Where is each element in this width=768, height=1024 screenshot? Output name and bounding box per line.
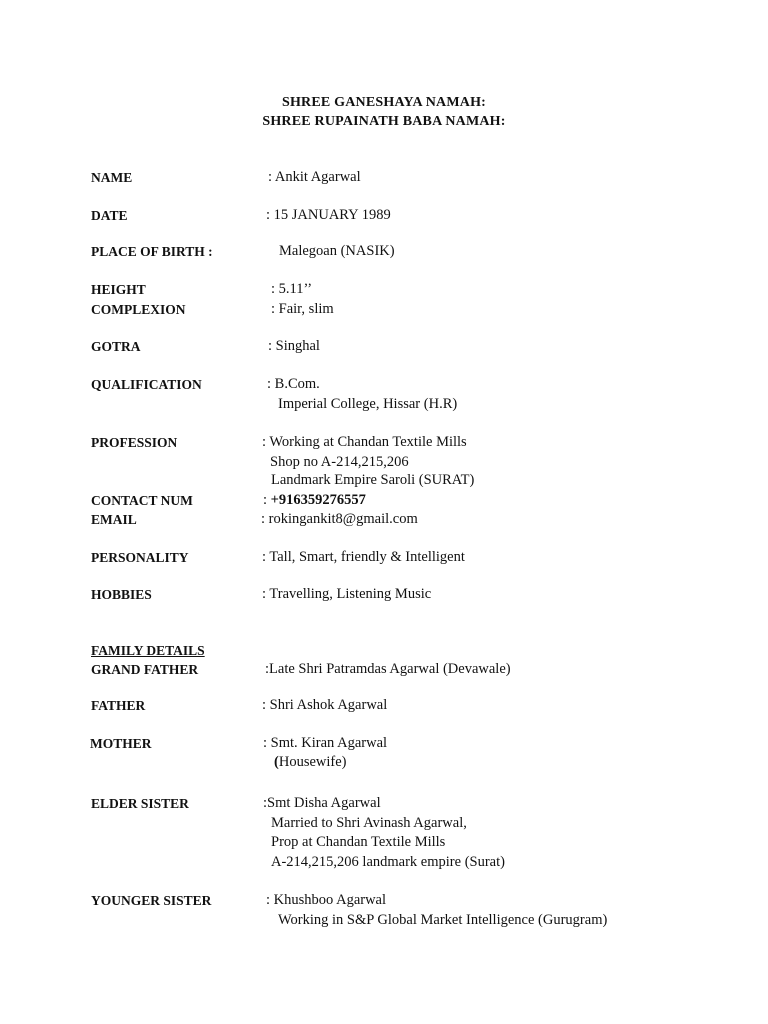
- profession-line-2: Shop no A-214,215,206: [270, 454, 409, 470]
- father-label: FATHER: [91, 698, 146, 713]
- mother-occupation: Housewife): [278, 754, 347, 770]
- mother-line-2: [274, 754, 347, 771]
- hobbies-value: : Travelling, Listening Music: [262, 586, 432, 602]
- elder-sister-line-3: Prop at Chandan Textile Mills: [271, 834, 446, 850]
- profession-line-3: Landmark Empire Saroli (SURAT): [271, 472, 475, 488]
- header-line-1: SHREE GANESHAYA NAMAH:: [281, 95, 487, 110]
- personality-value: : Tall, Smart, friendly & Intelligent: [262, 549, 465, 565]
- complexion-label: COMPLEXION: [91, 302, 186, 317]
- birthplace-value: Malegoan (NASIK): [279, 243, 395, 259]
- father-value: : Shri Ashok Agarwal: [262, 697, 388, 713]
- younger-sister-line-2: Working in S&P Global Market Intelligence (Gurugram): [278, 912, 608, 928]
- email-value: : rokingankit8@gmail.com: [261, 511, 418, 527]
- profession-label: PROFESSION: [91, 435, 178, 450]
- profession-line-1: : Working at Chandan Textile Mills: [262, 434, 467, 450]
- mother-line-1: : Smt. Kiran Agarwal: [263, 735, 388, 751]
- grandfather-value: :Late Shri Patramdas Agarwal (Devawale): [265, 661, 511, 677]
- contact-value: [263, 492, 366, 509]
- younger-sister-label: YOUNGER SISTER: [91, 893, 212, 908]
- personality-label: PERSONALITY: [91, 550, 189, 565]
- hobbies-label: HOBBIES: [91, 587, 152, 602]
- birthplace-label: PLACE OF BIRTH :: [91, 244, 213, 259]
- family-details-heading: FAMILY DETAILS: [91, 643, 205, 658]
- contact-prefix: :: [263, 492, 271, 508]
- gotra-value: : Singhal: [268, 338, 320, 354]
- qualification-line-1: : B.Com.: [267, 376, 320, 392]
- date-value: : 15 JANUARY 1989: [266, 207, 391, 223]
- height-value: : 5.11’’: [271, 281, 313, 297]
- complexion-value: : Fair, slim: [271, 301, 334, 317]
- contact-label: CONTACT NUM: [91, 493, 193, 508]
- qualification-line-2: Imperial College, Hissar (H.R): [278, 396, 458, 412]
- elder-sister-line-1: :Smt Disha Agarwal: [263, 795, 381, 811]
- name-value: : Ankit Agarwal: [268, 169, 361, 185]
- height-label: HEIGHT: [91, 282, 146, 297]
- mother-label: MOTHER: [90, 736, 152, 751]
- name-label: NAME: [91, 170, 133, 185]
- email-label: EMAIL: [91, 512, 137, 527]
- grandfather-label: GRAND FATHER: [91, 662, 199, 677]
- date-label: DATE: [91, 208, 128, 223]
- header-line-2: SHREE RUPAINATH BABA NAMAH:: [262, 114, 506, 129]
- gotra-label: GOTRA: [91, 339, 141, 354]
- younger-sister-line-1: : Khushboo Agarwal: [266, 892, 387, 908]
- contact-number: +916359276557: [270, 492, 366, 508]
- qualification-label: QUALIFICATION: [91, 377, 202, 392]
- elder-sister-line-2: Married to Shri Avinash Agarwal,: [271, 815, 467, 831]
- elder-sister-label: ELDER SISTER: [91, 796, 189, 811]
- mother-paren: (: [274, 754, 279, 770]
- elder-sister-line-4: A-214,215,206 landmark empire (Surat): [271, 854, 505, 870]
